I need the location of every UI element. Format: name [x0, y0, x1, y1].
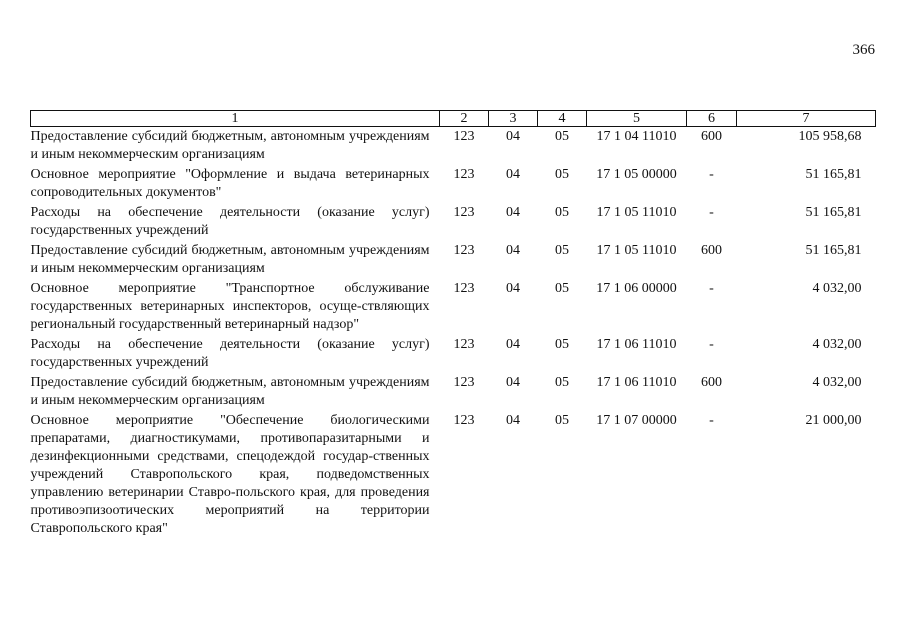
row-code-expense-type: 600 — [701, 129, 722, 144]
row-amount: 4 032,00 — [812, 337, 862, 352]
row-code-expense-type: - — [709, 337, 714, 352]
row-code-section: 04 — [506, 337, 520, 352]
row-amount: 51 165,81 — [805, 205, 862, 220]
row-amount: 4 032,00 — [812, 281, 862, 296]
row-code-ministry: 123 — [453, 129, 475, 144]
row-code-section: 04 — [506, 281, 520, 296]
row-name: Расходы на обеспечение деятельности (оказание услуг) государственных учреждений — [30, 205, 430, 238]
row-code-target: 17 1 04 11010 — [596, 129, 677, 144]
row-code-ministry: 123 — [453, 243, 475, 258]
row-name: Расходы на обеспечение деятельности (оказание услуг) государственных учреждений — [30, 337, 430, 370]
row-code-target: 17 1 05 11010 — [596, 243, 677, 258]
row-name: Предоставление субсидий бюджетным, автономным учреждениям и иным некоммерческим организациям — [30, 129, 430, 162]
row-amount: 105 958,68 — [798, 129, 862, 144]
table-row — [31, 411, 876, 539]
row-code-target: 17 1 06 00000 — [596, 281, 677, 296]
table-row — [31, 165, 876, 203]
row-code-subsection: 05 — [555, 129, 569, 144]
row-code-expense-type: - — [709, 281, 714, 296]
row-amount: 21 000,00 — [805, 413, 862, 428]
row-name: Предоставление субсидий бюджетным, автономным учреждениям и иным некоммерческим организациям — [30, 243, 430, 276]
row-name: Основное мероприятие "Обеспечение биологическими препаратами, диагностикумами, противопаразитарными и дезинфекционными средствами, спецодеждой государ-ственных учреждений Ставропольского края, подведомственных управлению ветеринарии Ставро-польского края, для проведения противоэпизоотических мероприятий на территории Ставропольского края" — [30, 413, 430, 536]
row-code-section: 04 — [506, 205, 520, 220]
header-row — [31, 111, 876, 127]
row-code-target: 17 1 06 11010 — [596, 375, 677, 390]
row-amount: 51 165,81 — [805, 243, 862, 258]
header-col-5: 5 — [587, 111, 687, 127]
table-row — [31, 335, 876, 373]
row-code-expense-type: - — [709, 413, 714, 428]
header-col-3: 3 — [489, 111, 538, 127]
row-code-subsection: 05 — [555, 375, 569, 390]
row-code-ministry: 123 — [453, 167, 475, 182]
table-row — [31, 241, 876, 279]
row-name: Основное мероприятие "Транспортное обслуживание государственных ветеринарных инспекторов, осуще-ствляющих региональный государственный ветеринарный надзор" — [30, 281, 430, 332]
row-code-expense-type: - — [709, 167, 714, 182]
row-code-expense-type: - — [709, 205, 714, 220]
row-code-ministry: 123 — [453, 337, 475, 352]
row-code-section: 04 — [506, 167, 520, 182]
row-code-subsection: 05 — [555, 281, 569, 296]
row-code-target: 17 1 07 00000 — [596, 413, 677, 428]
row-code-expense-type: 600 — [701, 375, 722, 390]
table-header — [31, 111, 876, 127]
row-code-target: 17 1 06 11010 — [596, 337, 677, 352]
table-row — [31, 279, 876, 335]
row-code-subsection: 05 — [555, 167, 569, 182]
header-col-2: 2 — [440, 111, 489, 127]
header-col-6: 6 — [687, 111, 737, 127]
budget-table — [30, 110, 876, 539]
row-code-subsection: 05 — [555, 205, 569, 220]
row-code-target: 17 1 05 00000 — [596, 167, 677, 182]
row-code-ministry: 123 — [453, 281, 475, 296]
page-number: 366 — [852, 42, 875, 58]
row-code-section: 04 — [506, 243, 520, 258]
header-col-1: 1 — [31, 111, 440, 127]
header-col-4: 4 — [538, 111, 587, 127]
row-code-ministry: 123 — [453, 413, 475, 428]
table-body — [31, 127, 876, 540]
row-code-section: 04 — [506, 413, 520, 428]
row-code-ministry: 123 — [453, 375, 475, 390]
row-name: Предоставление субсидий бюджетным, автономным учреждениям и иным некоммерческим организациям — [30, 375, 430, 408]
row-code-section: 04 — [506, 129, 520, 144]
row-code-subsection: 05 — [555, 337, 569, 352]
row-code-target: 17 1 05 11010 — [596, 205, 677, 220]
header-col-7: 7 — [737, 111, 876, 127]
row-code-section: 04 — [506, 375, 520, 390]
table-row — [31, 203, 876, 241]
table-row — [31, 373, 876, 411]
row-name: Основное мероприятие "Оформление и выдача ветеринарных сопроводительных документов" — [30, 167, 430, 200]
row-amount: 4 032,00 — [812, 375, 862, 390]
row-amount: 51 165,81 — [805, 167, 862, 182]
row-code-ministry: 123 — [453, 205, 475, 220]
row-code-expense-type: 600 — [701, 243, 722, 258]
table-row — [31, 127, 876, 166]
row-code-subsection: 05 — [555, 413, 569, 428]
row-code-subsection: 05 — [555, 243, 569, 258]
